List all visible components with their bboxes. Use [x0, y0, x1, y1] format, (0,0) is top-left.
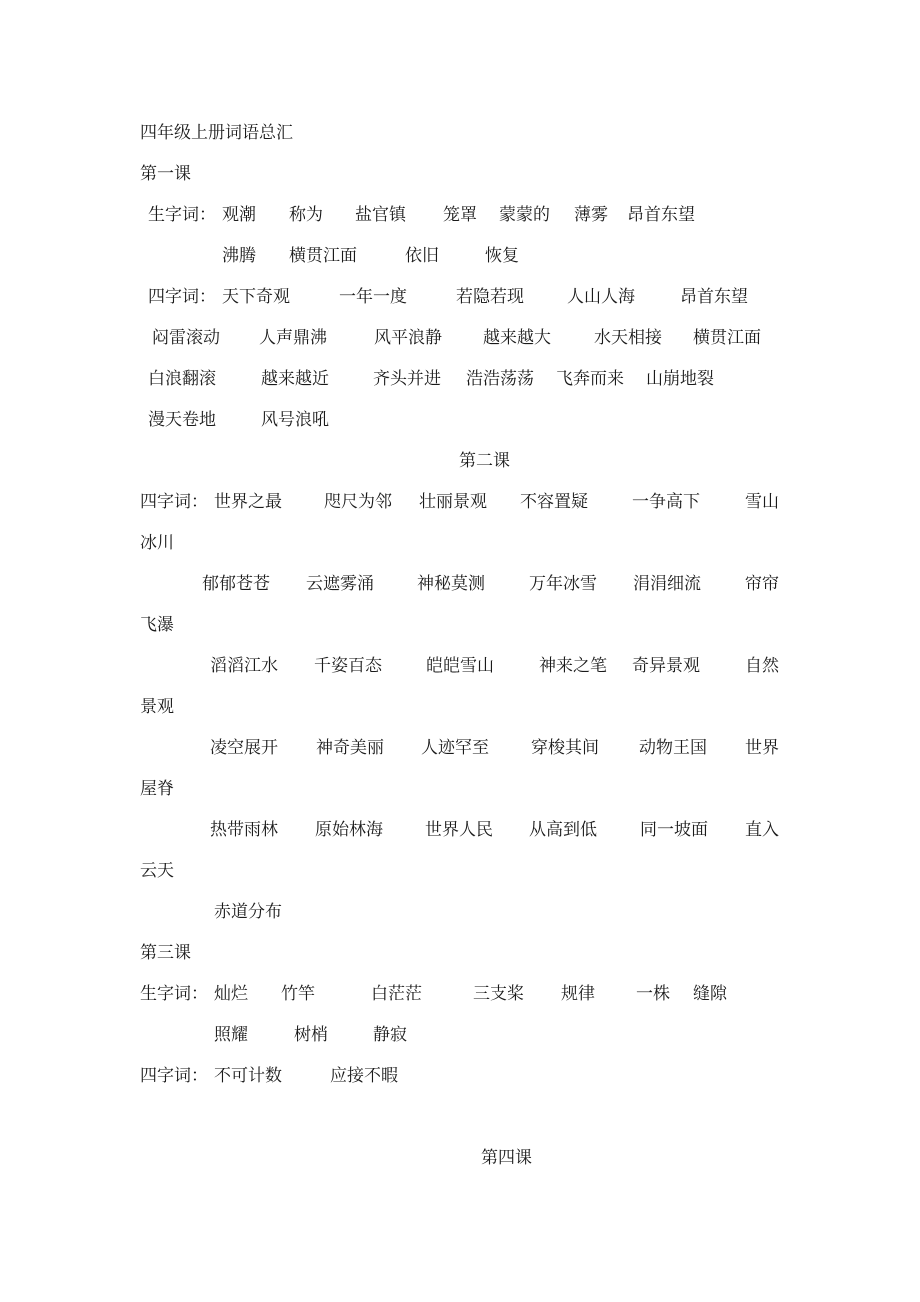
- word: 横贯江面: [289, 246, 357, 266]
- word: 赤道分布: [214, 902, 282, 922]
- word: 一年一度: [339, 287, 407, 307]
- word: 盐官镇: [355, 205, 406, 225]
- word: 原始林海: [315, 820, 383, 840]
- word: 闷雷滚动: [152, 328, 220, 348]
- word-fragment: 直入: [745, 820, 779, 840]
- word: 皑皑雪山: [426, 656, 494, 676]
- word-fragment: 飞瀑: [140, 615, 174, 635]
- lesson-3-heading: 第三课: [140, 943, 191, 963]
- word: 浩浩荡荡: [466, 369, 534, 389]
- word: 规律: [561, 984, 595, 1004]
- word: 涓涓细流: [633, 574, 701, 594]
- word: 动物王国: [639, 738, 707, 758]
- word: 竹竿: [281, 984, 315, 1004]
- word: 恢复: [485, 246, 519, 266]
- word: 若隐若现: [456, 287, 524, 307]
- word: 蒙蒙的: [499, 205, 550, 225]
- word: 一株: [636, 984, 670, 1004]
- word-fragment: 自然: [745, 656, 779, 676]
- word: 不可计数: [214, 1066, 282, 1086]
- word: 照耀: [214, 1025, 248, 1045]
- lesson-2-heading: 第二课: [459, 451, 510, 471]
- word: 横贯江面: [693, 328, 761, 348]
- word: 缝隙: [693, 984, 727, 1004]
- word: 笼罩: [443, 205, 477, 225]
- word: 郁郁苍苍: [202, 574, 270, 594]
- word: 热带雨林: [210, 820, 278, 840]
- word: 风号浪吼: [261, 410, 329, 430]
- idioms-label: 四字词：: [140, 1066, 208, 1086]
- word: 同一坡面: [640, 820, 708, 840]
- word: 水天相接: [594, 328, 662, 348]
- word-fragment: 景观: [140, 697, 174, 717]
- word: 薄雾: [574, 205, 608, 225]
- word: 神奇美丽: [316, 738, 384, 758]
- word: 滔滔江水: [210, 656, 278, 676]
- word-fragment: 雪山: [745, 492, 779, 512]
- word: 千姿百态: [314, 656, 382, 676]
- lesson-1-heading: 第一课: [140, 164, 191, 184]
- word: 昂首东望: [680, 287, 748, 307]
- word: 白浪翻滚: [148, 369, 216, 389]
- word: 不容置疑: [520, 492, 588, 512]
- idioms-label: 四字词：: [148, 287, 216, 307]
- word: 称为: [289, 205, 323, 225]
- word: 一争高下: [632, 492, 700, 512]
- word: 云遮雾涌: [306, 574, 374, 594]
- word: 风平浪静: [374, 328, 442, 348]
- word: 人声鼎沸: [259, 328, 327, 348]
- word: 壮丽景观: [419, 492, 487, 512]
- word-fragment: 屋脊: [140, 779, 174, 799]
- word-fragment: 世界: [745, 738, 779, 758]
- word: 灿烂: [214, 984, 248, 1004]
- word: 世界之最: [214, 492, 282, 512]
- new-words-label: 生字词：: [148, 205, 216, 225]
- lesson-4-heading: 第四课: [481, 1148, 532, 1168]
- word: 世界人民: [425, 820, 493, 840]
- word: 应接不暇: [330, 1066, 398, 1086]
- idioms-label: 四字词：: [140, 492, 208, 512]
- word: 越来越大: [483, 328, 551, 348]
- word-fragment: 帘帘: [745, 574, 779, 594]
- word: 沸腾: [222, 246, 256, 266]
- word: 静寂: [373, 1025, 407, 1045]
- word: 人山人海: [567, 287, 635, 307]
- word: 昂首东望: [627, 205, 695, 225]
- word-fragment: 云天: [140, 861, 174, 881]
- word: 人迹罕至: [421, 738, 489, 758]
- word: 齐头并进: [373, 369, 441, 389]
- word: 奇异景观: [632, 656, 700, 676]
- word: 观潮: [222, 205, 256, 225]
- word: 依旧: [405, 246, 439, 266]
- word: 飞奔而来: [556, 369, 624, 389]
- word: 咫尺为邻: [324, 492, 392, 512]
- word: 越来越近: [261, 369, 329, 389]
- word: 从高到低: [529, 820, 597, 840]
- word: 天下奇观: [222, 287, 290, 307]
- word: 三支桨: [473, 984, 524, 1004]
- document-title: 四年级上册词语总汇: [140, 123, 293, 143]
- word: 漫天卷地: [148, 410, 216, 430]
- word: 树梢: [294, 1025, 328, 1045]
- new-words-label: 生字词：: [140, 984, 208, 1004]
- word-fragment: 冰川: [140, 533, 174, 553]
- word: 穿梭其间: [531, 738, 599, 758]
- word: 万年冰雪: [529, 574, 597, 594]
- word: 神秘莫测: [417, 574, 485, 594]
- word: 白茫茫: [371, 984, 422, 1004]
- word: 神来之笔: [539, 656, 607, 676]
- word: 山崩地裂: [646, 369, 714, 389]
- word: 凌空展开: [210, 738, 278, 758]
